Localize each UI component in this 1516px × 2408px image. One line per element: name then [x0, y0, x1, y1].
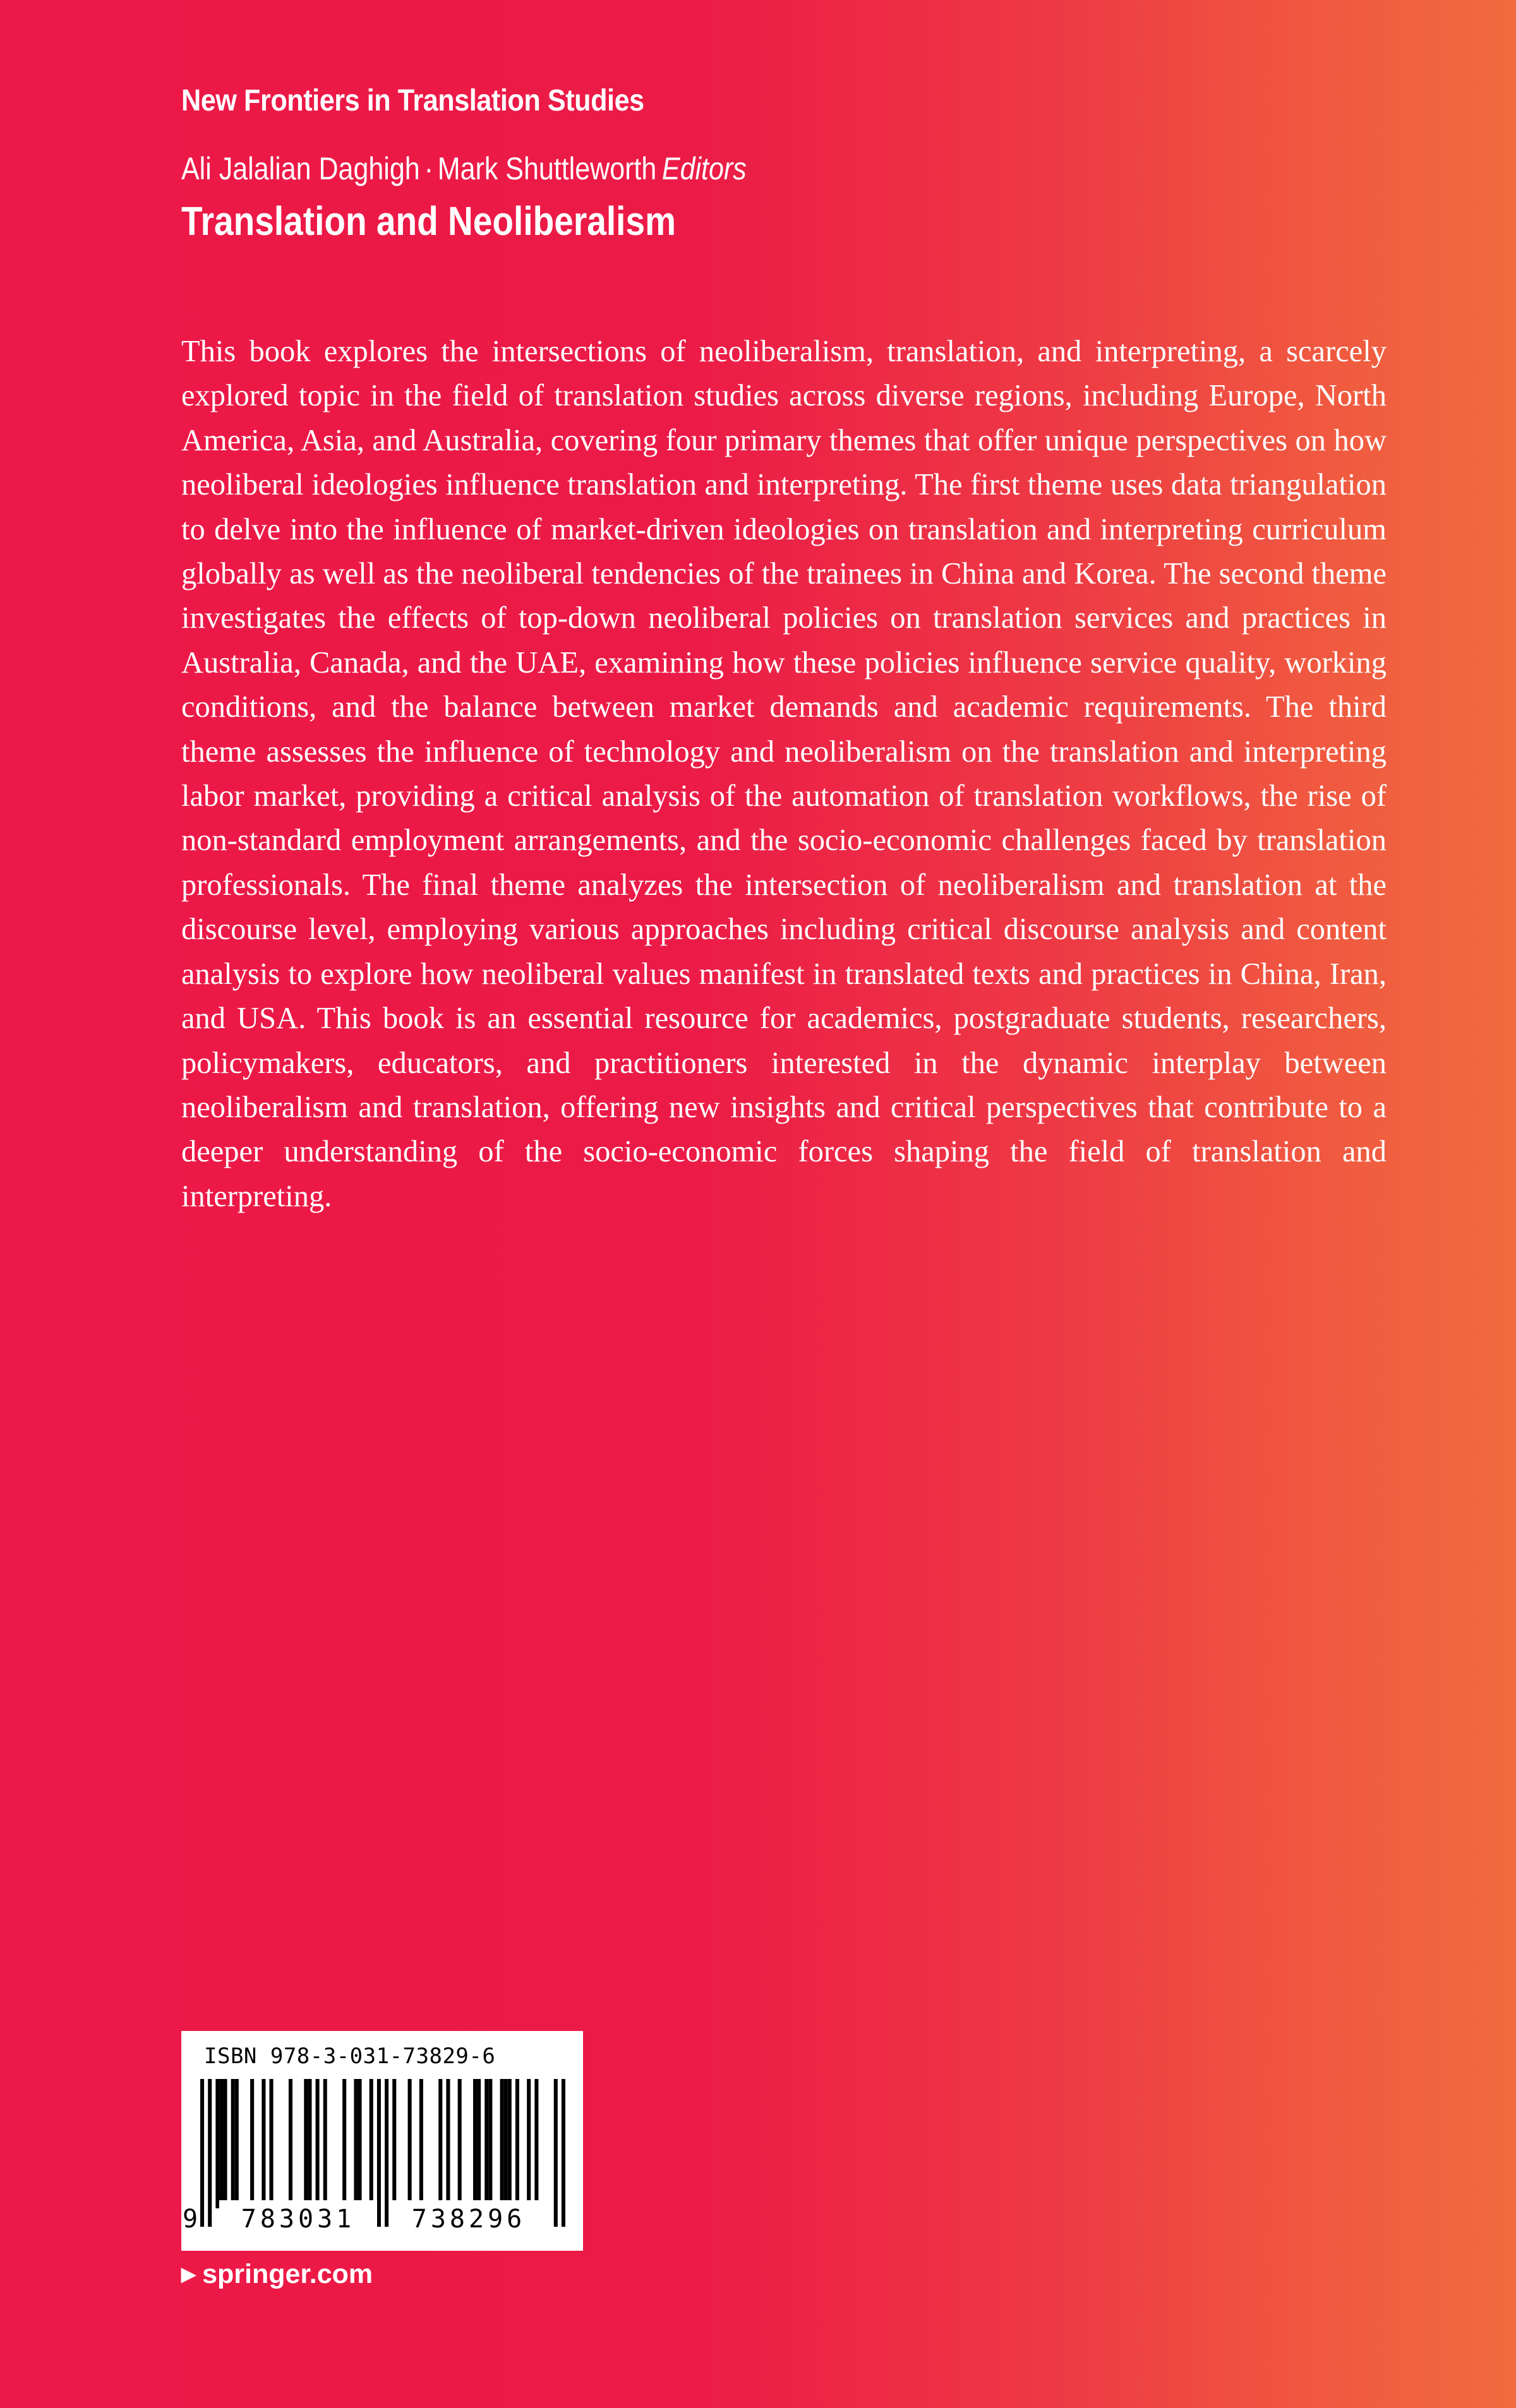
- barcode-bar: [385, 2079, 388, 2227]
- book-title: Translation and Neoliberalism: [181, 198, 677, 244]
- barcode-bar: [438, 2079, 442, 2208]
- barcode-bar: [342, 2079, 346, 2208]
- barcode-bar: [235, 2079, 239, 2208]
- barcode-bar: [215, 2079, 219, 2208]
- series-title: New Frontiers in Translation Studies: [181, 84, 644, 117]
- publisher-url: springer.com: [202, 2259, 373, 2289]
- barcode-bar: [408, 2079, 412, 2208]
- triangle-arrow-icon: ▶: [181, 2264, 196, 2285]
- barcode-bar: [500, 2079, 504, 2208]
- barcode-bar: [554, 2079, 558, 2227]
- editors-role-label: Editors: [661, 151, 747, 186]
- book-description: This book explores the intersections of neoliberalism, translation, and interpreting, a scarcely explored topic in the field of translation studies across diverse regions, including Europe, North America, Asia, and Australia, covering four primary themes that offer unique perspectives on how neoliberal ideologies influence translation and interpreting. The first theme uses data triangulation to delve into the influence of market-driven ideologies on translation and interpreting curriculum globally as well as the neoliberal tendencies of the trainees in China and Korea. The second theme investigates the effects of top-down neoliberal policies on translation services and practices in Australia, Canada, and the UAE, examining how these policies influence service quality, working conditions, and the balance between market demands and academic requirements. The third theme assesses the influence of technology and neoliberalism on the translation and interpreting labor market, providing a critical analysis of the automation of translation workflows, the rise of non-standard employment arrangements, and the socio-economic challenges faced by translation professionals. The final theme analyzes the intersection of neoliberalism and translation at the discourse level, employing various approaches including critical discourse analysis and content analysis to explore how neoliberal values manifest in translated texts and practices in China, Iran, and USA. This book is an essential resource for academics, postgraduate students, researchers, policymakers, educators, and practitioners interested in the dynamic interplay between neoliberalism and translation, offering new insights and critical perspectives that contribute to a deeper understanding of the socio-economic forces shaping the field of translation and interpreting.: [181, 335, 1387, 1213]
- barcode-bar: [270, 2079, 274, 2208]
- barcode-bar: [458, 2079, 462, 2208]
- barcode-bar: [488, 2079, 492, 2208]
- barcode-bar: [250, 2079, 254, 2208]
- barcode-bar: [323, 2079, 327, 2208]
- barcode-digit-first: 9: [183, 2200, 198, 2238]
- isbn-barcode: [181, 2031, 583, 2251]
- editors-line: [181, 150, 747, 187]
- barcode-digits-left: 783031: [219, 2200, 377, 2238]
- barcode-bar: [224, 2079, 227, 2208]
- barcode-bar: [219, 2079, 223, 2208]
- barcode-bar: [304, 2079, 308, 2208]
- barcode-bar: [358, 2079, 361, 2208]
- barcode-bar: [508, 2079, 512, 2208]
- barcode-bar: [354, 2079, 358, 2208]
- barcode-bar: [200, 2079, 204, 2227]
- barcode-bar: [231, 2079, 235, 2208]
- barcode-bar: [562, 2079, 565, 2227]
- barcode-bar: [446, 2079, 450, 2208]
- barcode-bar: [392, 2079, 396, 2208]
- publisher-link[interactable]: [181, 2259, 373, 2290]
- barcode-bar: [262, 2079, 265, 2208]
- barcode-bar: [534, 2079, 538, 2208]
- barcode-bar: [208, 2079, 212, 2227]
- barcode-bar: [515, 2079, 519, 2208]
- barcode-bar: [473, 2079, 477, 2208]
- barcode-bar: [316, 2079, 320, 2208]
- barcode-bar: [377, 2079, 381, 2227]
- barcode-bar: [289, 2079, 292, 2208]
- barcode-bar: [370, 2079, 373, 2208]
- editor-separator: ·: [424, 151, 433, 186]
- barcode-bar: [308, 2079, 311, 2208]
- barcode-bar: [477, 2079, 481, 2208]
- editor-name-1: Ali Jalalian Daghigh: [181, 151, 420, 186]
- barcode-digits-right: 738296: [390, 2200, 548, 2238]
- barcode-bar: [504, 2079, 508, 2208]
- barcode-bar: [419, 2079, 423, 2208]
- barcode-bar: [527, 2079, 531, 2208]
- editor-name-2: Mark Shuttleworth: [437, 151, 657, 186]
- barcode-bar: [484, 2079, 488, 2208]
- isbn-label: ISBN 978-3-031-73829-6: [204, 2044, 496, 2069]
